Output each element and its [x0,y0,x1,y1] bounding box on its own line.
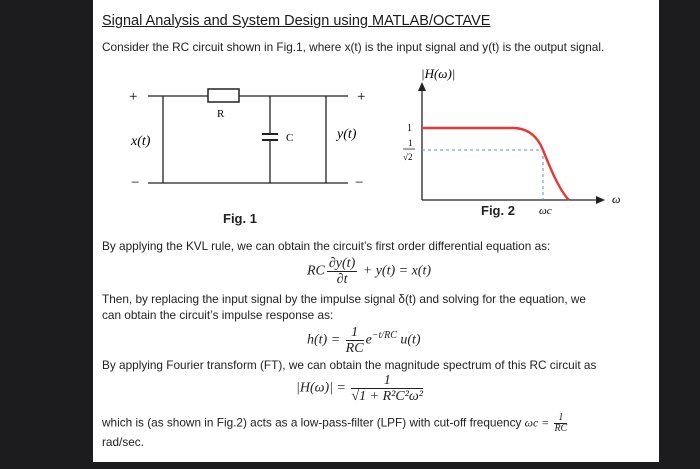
fig2-y-label: |H(ω)| [421,66,456,81]
lpf-paragraph [102,413,654,450]
fig2-magnitude-curve [422,128,569,200]
fig2-tick-one: 1 [407,123,412,134]
document-page [93,0,659,462]
h-fraction [346,325,364,356]
resistor-symbol [208,89,239,102]
fig2-y-arrow-icon [418,82,426,91]
cutoff-numerator: 1 [554,413,567,424]
fig2-cutoff-label: ωc [539,205,552,217]
mag-denominator: √1 + R²C²ω² [351,389,423,404]
h-step: u(t) [400,332,421,348]
diff-fraction [327,256,357,287]
mag-lhs: |H(ω)| = [296,380,346,396]
fig2-x-label: ω [612,192,621,206]
impulse-line-1: Then, by replacing the input signal by the impulse signal δ(t) and solving for the equation, we [102,292,586,306]
input-label: x(t) [131,134,151,149]
figure-1-rc-circuit [93,0,659,230]
capacitor-label: C [286,132,294,144]
impulse-paragraph [102,291,654,323]
input-minus: − [131,175,140,191]
output-label: y(t) [337,127,357,142]
intro-text: Consider the RC circuit shown in Fig.1, where x(t) is the input signal and y(t) is the output signal. [102,40,605,54]
diff-rc: RC [307,263,325,279]
mag-fraction [351,373,423,404]
h-denominator: RC [345,341,364,356]
diff-numerator: ∂y(t) [328,256,356,271]
lpf-text: which is (as shown in Fig.2) acts as a low-pass-filter (LPF) with cut-off frequency [102,415,522,430]
diff-denominator: ∂t [336,272,348,287]
h-lhs: h(t) = [307,332,341,348]
rad-sec-text: rad/sec. [102,435,144,449]
differential-equation [307,256,431,287]
cutoff-fraction [554,413,567,434]
fig2-x-arrow-icon [596,196,605,204]
h-exponent: −t/RC [371,330,397,342]
output-plus: + [357,89,366,105]
cutoff-denominator: RC [554,423,568,434]
output-minus: − [355,175,364,191]
fourier-paragraph: By applying Fourier transform (FT), we can obtain the magnitude spectrum of this RC circuit as [102,358,597,372]
h-numerator: 1 [346,325,364,341]
page-title: Signal Analysis and System Design using MATLAB/OCTAVE [102,13,491,29]
figure-1-label: Fig. 1 [223,211,257,226]
resistor-label: R [217,108,225,120]
figure-2-label: Fig. 2 [481,203,515,218]
fig2-tick-den: √2 [403,152,413,162]
mag-numerator: 1 [351,373,423,389]
impulse-line-2: can obtain the circuit’s impulse response as: [102,308,334,322]
kvl-paragraph: By applying the KVL rule, we can obtain the circuit’s first order differential equation as: [102,239,551,253]
diff-rest: + y(t) = x(t) [362,263,431,279]
h-exp: e [365,332,372,348]
input-plus: + [129,89,138,105]
fig2-tick-num: 1 [408,138,413,148]
cutoff-lhs: ωc = [524,415,550,430]
impulse-response-equation [307,325,421,356]
magnitude-equation [296,373,425,404]
